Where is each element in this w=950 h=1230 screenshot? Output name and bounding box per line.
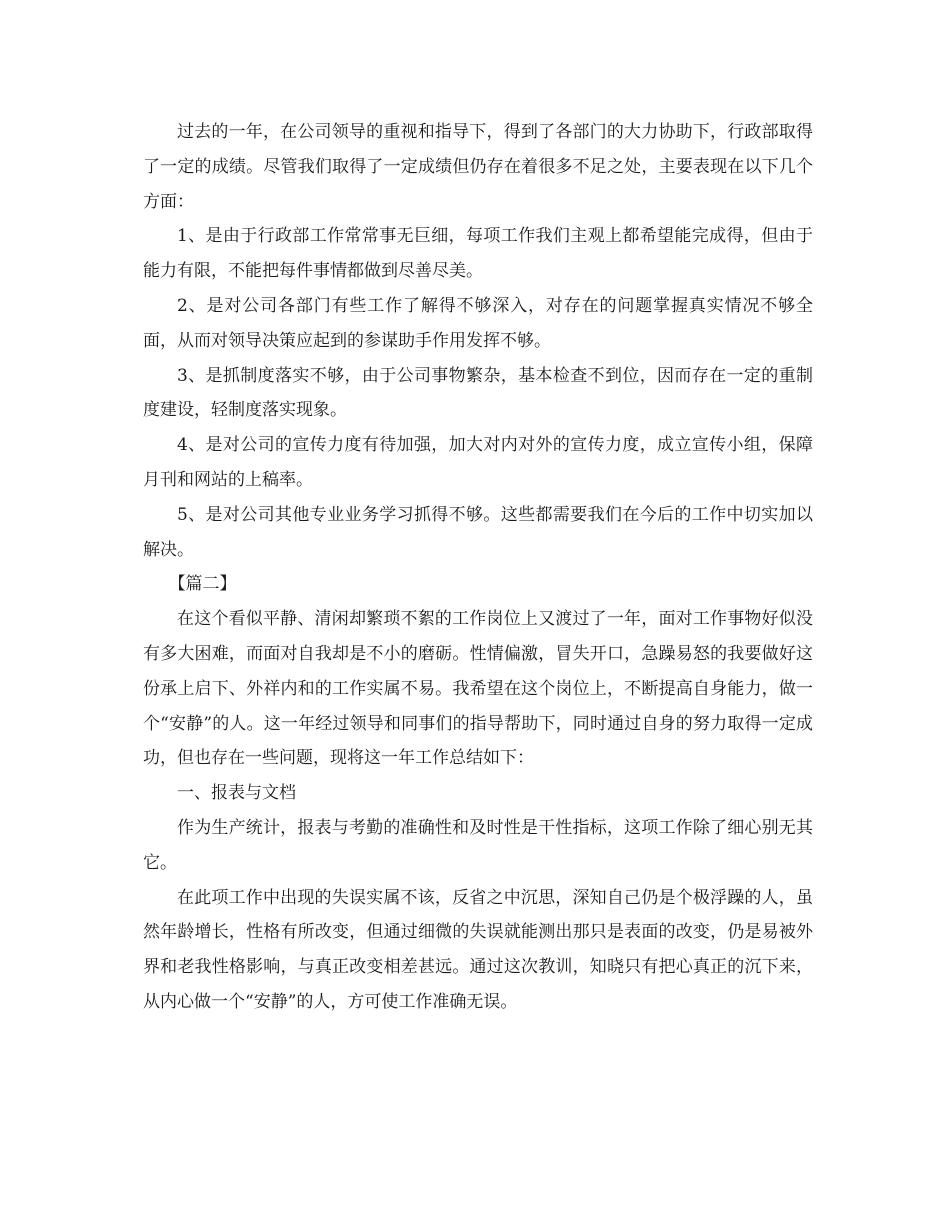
paragraph-item-1: 1、是由于行政部工作常常事无巨细，每项工作我们主观上都希望能完成得，但由于能力有限，不能把每件事情都做到尽善尽美。	[143, 226, 813, 282]
paragraph-item-4: 4、是对公司的宣传力度有待加强，加大对内对外的宣传力度，成立宣传小组，保障月刊和网站的上稿率。	[143, 435, 813, 490]
paragraph-section-intro: 在这个看似平静、清闲却繁琐不絮的工作岗位上又渡过了一年，面对工作事物好似没有多大困难，而面对自我却是不小的磨砺。性情偏激，冒失开口，急躁易怒的我要做好这份承上启下、外祥内和的工作实属不易。我希望在这个岗位上，不断提高自身能力，做一个“安静”的人。这一年经过领导和同事们的指导帮助下，同时通过自身的努力取得一定成功，但也存在一些问题，现将这一年工作总结如下：	[143, 609, 813, 769]
paragraph-reports-2: 在此项工作中出现的失误实属不该，反省之中沉思，深知自己仍是个极浮躁的人，虽然年龄增长，性格有所改变，但通过细微的失误就能测出那只是表面的改变，仍是易被外界和老我性格影响，与真正改变相差甚远。通过这次教训，知晓只有把心真正的沉下来，从内心做一个“安静”的人，方可使工作准确无误。	[143, 887, 813, 1012]
subheading-reports: 一、报表与文档	[177, 783, 296, 804]
paragraph-item-3: 3、是抓制度落实不够，由于公司事物繁杂，基本检查不到位，因而存在一定的重制度建设，轻制度落实现象。	[143, 365, 813, 421]
document-body	[143, 115, 813, 1020]
paragraph-intro: 过去的一年，在公司领导的重视和指导下，得到了各部门的大力协助下，行政部取得了一定的成绩。尽管我们取得了一定成绩但仍存在着很多不足之处，主要表现在以下几个方面：	[143, 122, 813, 212]
paragraph-reports-1: 作为生产统计，报表与考勤的准确性和及时性是干性指标，这项工作除了细心别无其它。	[143, 817, 813, 873]
section-heading: 【篇二】	[168, 574, 237, 595]
paragraph-item-5: 5、是对公司其他专业业务学习抓得不够。这些都需要我们在今后的工作中切实加以解决。	[143, 504, 813, 560]
paragraph-item-2: 2、是对公司各部门有些工作了解得不够深入，对存在的问题掌握真实情况不够全面，从而对领导决策应起到的参谋助手作用发挥不够。	[143, 295, 813, 351]
